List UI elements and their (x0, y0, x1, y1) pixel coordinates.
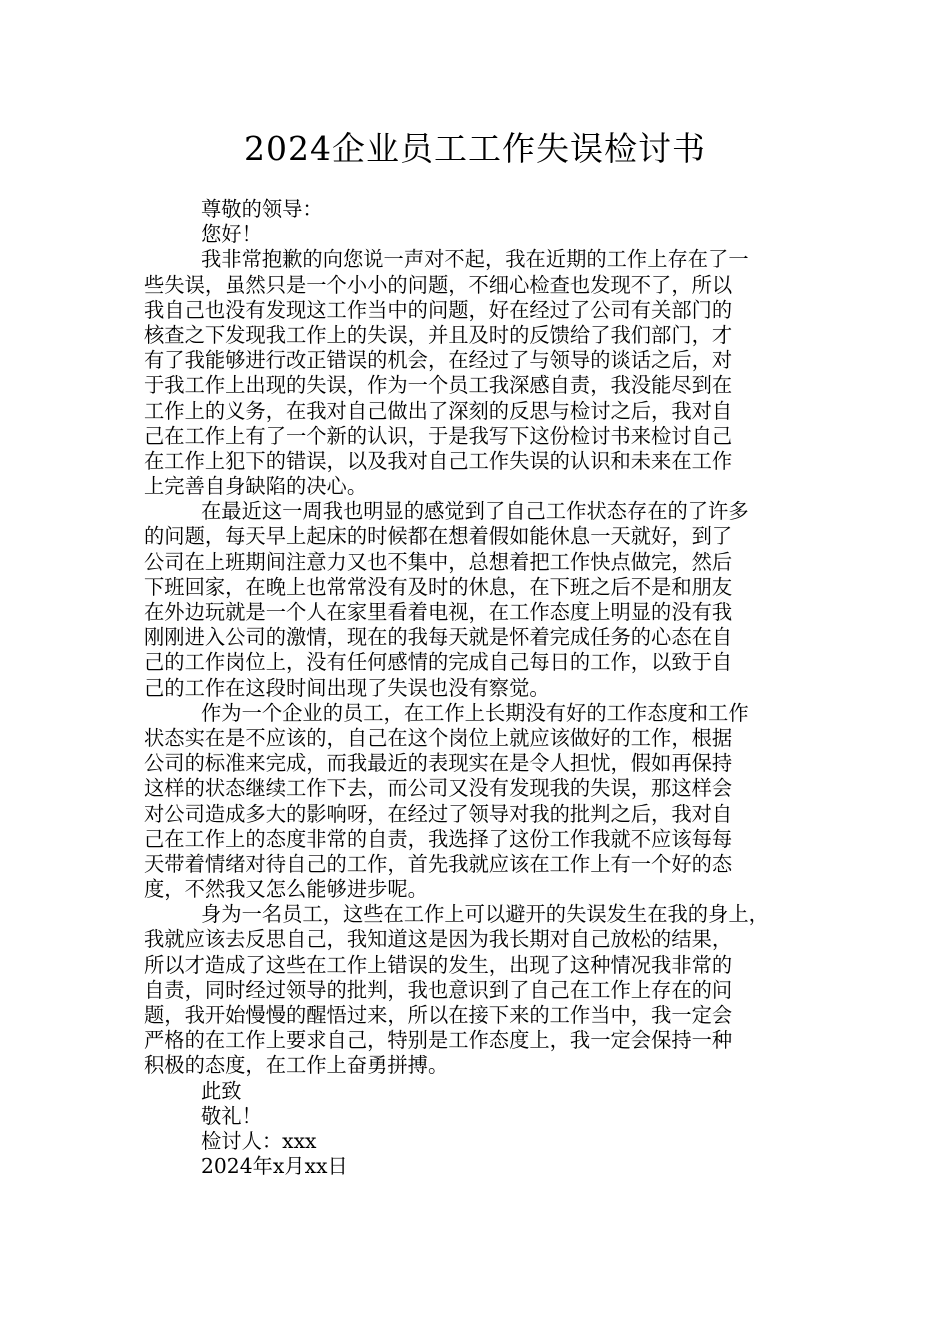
text-line: 度，不然我又怎么能够进步呢。 (144, 877, 428, 902)
text-line: 刚刚进入公司的激情，现在的我每天就是怀着完成任务的心态在自 (144, 625, 733, 650)
greeting: 您好！ (201, 222, 262, 247)
text-line: 在工作上犯下的错误，以及我对自己工作失误的认识和未来在工作 (144, 448, 733, 473)
text-line: 于我工作上出现的失误，作为一个员工我深感自责，我没能尽到在 (144, 373, 733, 398)
text-line: 的问题，每天早上起床的时候都在想着假如能休息一天就好，到了 (144, 524, 733, 549)
text-line: 所以才造成了这些在工作上错误的发生，出现了这种情况我非常的 (144, 952, 733, 977)
closing: 此致 (201, 1078, 242, 1103)
text-line: 公司的标准来完成，而我最近的表现实在是令人担忧，假如再保持 (144, 751, 733, 776)
text-line: 作为一个企业的员工，在工作上长期没有好的工作态度和工作 (201, 700, 749, 725)
text-line: 自责，同时经过领导的批判，我也意识到了自己在工作上存在的问 (144, 977, 733, 1002)
signature: 检讨人：xxx (201, 1128, 317, 1153)
text-line: 在最近这一周我也明显的感觉到了自己工作状态存在的了许多 (201, 499, 749, 524)
document-title: 2024企业员工工作失误检讨书 (244, 129, 706, 168)
paragraph-4 (144, 902, 808, 1078)
text-line: 上完善自身缺陷的决心。 (144, 474, 368, 499)
text-line: 己的工作岗位上，没有任何感情的完成自己每日的工作，以致于自 (144, 650, 733, 675)
text-line: 公司在上班期间注意力又也不集中，总想着把工作快点做完，然后 (144, 549, 733, 574)
text-line: 我自己也没有发现这工作当中的问题，好在经过了公司有关部门的 (144, 297, 733, 322)
text-line: 核查之下发现我工作上的失误，并且及时的反馈给了我们部门，才 (144, 322, 733, 347)
text-line: 己在工作上有了一个新的认识，于是我写下这份检讨书来检讨自己 (144, 423, 733, 448)
text-line: 些失误，虽然只是一个小小的问题，不细心检查也发现不了，所以 (144, 272, 733, 297)
paragraph-1 (144, 247, 808, 499)
text-line: 我就应该去反思自己，我知道这是因为我长期对自己放松的结果， (144, 927, 733, 952)
paragraph-3 (144, 701, 808, 903)
text-line: 己在工作上的态度非常的自责，我选择了这份工作我就不应该每每 (144, 826, 733, 851)
text-line: 严格的在工作上要求自己，特别是工作态度上，我一定会保持一种 (144, 1028, 733, 1053)
text-line: 这样的状态继续工作下去，而公司又没有发现我的失误，那这样会 (144, 776, 733, 801)
regards: 敬礼！ (201, 1103, 262, 1128)
letter-body (144, 197, 808, 1179)
text-line: 下班回家，在晚上也常常没有及时的休息，在下班之后不是和朋友 (144, 574, 733, 599)
paragraph-2 (144, 499, 808, 701)
text-line: 己的工作在这段时间出现了失误也没有察觉。 (144, 675, 550, 700)
text-line: 在外边玩就是一个人在家里看着电视，在工作态度上明显的没有我 (144, 600, 733, 624)
text-line: 有了我能够进行改正错误的机会，在经过了与领导的谈话之后，对 (144, 348, 733, 373)
date: 2024年x月xx日 (201, 1154, 348, 1179)
text-line: 工作上的义务，在我对自己做出了深刻的反思与检讨之后，我对自 (144, 398, 733, 423)
text-line: 题，我开始慢慢的醒悟过来，所以在接下来的工作当中，我一定会 (144, 1003, 733, 1027)
salutation: 尊敬的领导： (201, 197, 323, 221)
text-line: 积极的态度，在工作上奋勇拼搏。 (144, 1053, 449, 1078)
text-line: 状态实在是不应该的，自己在这个岗位上就应该做好的工作，根据 (144, 725, 733, 750)
text-line: 我非常抱歉的向您说一声对不起，我在近期的工作上存在了一 (201, 247, 749, 272)
text-line: 天带着情绪对待自己的工作，首先我就应该在工作上有一个好的态 (144, 851, 733, 876)
text-line: 身为一名员工，这些在工作上可以避开的失误发生在我的身上， (201, 902, 769, 927)
text-line: 对公司造成多大的影响呀，在经过了领导对我的批判之后，我对自 (144, 801, 733, 826)
